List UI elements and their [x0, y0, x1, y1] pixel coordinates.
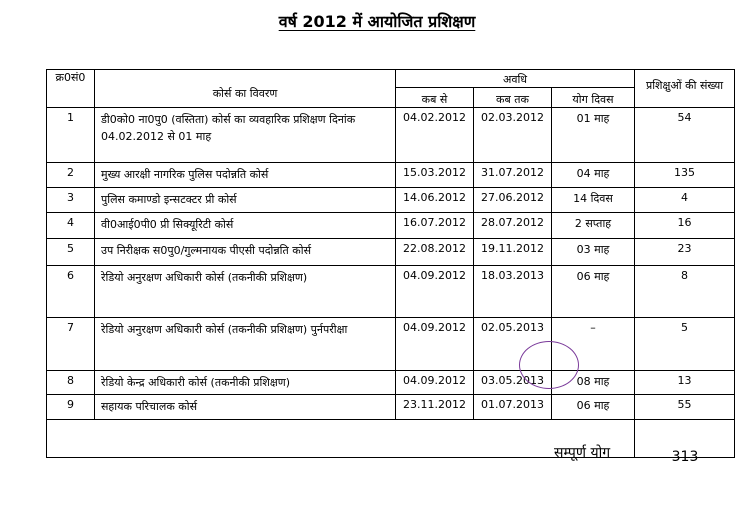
row-serial: 7 [47, 318, 95, 371]
row-to: 28.07.2012 [474, 213, 552, 239]
row-course: पुलिस कमाण्डो इन्सटक्टर प्री कोर्स [95, 188, 396, 213]
row-days: 04 माह [552, 163, 635, 188]
row-course: मुख्य आरक्षी नागरिक पुलिस पदोन्नति कोर्स [95, 163, 396, 188]
row-days: 08 माह [552, 371, 635, 395]
row-from: 22.08.2012 [396, 239, 474, 266]
row-count: 54 [635, 108, 735, 163]
row-serial: 5 [47, 239, 95, 266]
table-row [47, 371, 735, 395]
header-trainees: प्रशिक्षुओं की संख्या [635, 70, 735, 108]
row-serial: 8 [47, 371, 95, 395]
row-count: 135 [635, 163, 735, 188]
circle-mark [519, 341, 579, 389]
total-label: सम्पूर्ण योग [554, 445, 611, 461]
row-serial: 9 [47, 395, 95, 420]
row-to: 02.05.2013 [474, 318, 552, 371]
row-from: 16.07.2012 [396, 213, 474, 239]
row-from: 04.09.2012 [396, 318, 474, 371]
header-to: कब तक [474, 88, 552, 108]
total-row [47, 420, 735, 458]
row-days: 14 दिवस [552, 188, 635, 213]
row-count: 5 [635, 318, 735, 371]
row-from: 04.02.2012 [396, 108, 474, 163]
row-serial: 4 [47, 213, 95, 239]
row-count: 8 [635, 266, 735, 318]
header-from: कब से [396, 88, 474, 108]
row-days: 01 माह [552, 108, 635, 163]
row-to: 27.06.2012 [474, 188, 552, 213]
table-row [47, 395, 735, 420]
row-course: सहायक परिचालक कोर्स [95, 395, 396, 420]
row-serial: 1 [47, 108, 95, 163]
row-count: 16 [635, 213, 735, 239]
row-course: उप निरीक्षक स0पु0/गुल्मनायक पीएसी पदोन्नति कोर्स [95, 239, 396, 266]
header-serial: क्र0सं0 [47, 70, 95, 108]
row-serial: 2 [47, 163, 95, 188]
row-days: 2 सप्ताह [552, 213, 635, 239]
table-header-row [47, 70, 735, 88]
table-row [47, 318, 735, 371]
table-row [47, 188, 735, 213]
row-to: 18.03.2013 [474, 266, 552, 318]
total-value: 313 [671, 449, 699, 465]
row-days: – [552, 318, 635, 371]
row-course: रेडियो अनुरक्षण अधिकारी कोर्स (तकनीकी प्रशिक्षण) पुर्नपरीक्षा [95, 318, 396, 371]
table-row [47, 213, 735, 239]
row-from: 04.09.2012 [396, 371, 474, 395]
table-row [47, 108, 735, 163]
row-to: 19.11.2012 [474, 239, 552, 266]
row-course: डी0को0 ना0पु0 (वस्तिता) कोर्स का व्यवहारिक प्रशिक्षण दिनांक 04.02.2012 से 01 माह [95, 108, 396, 163]
row-serial: 6 [47, 266, 95, 318]
training-table [46, 69, 735, 458]
row-to: 03.05.2013 [474, 371, 552, 395]
row-days: 06 माह [552, 266, 635, 318]
row-count: 13 [635, 371, 735, 395]
row-count: 23 [635, 239, 735, 266]
total-label-cell [47, 420, 635, 458]
row-course: वी0आई0पी0 प्री सिक्यूरिटी कोर्स [95, 213, 396, 239]
table-row [47, 266, 735, 318]
row-from: 23.11.2012 [396, 395, 474, 420]
table-row [47, 163, 735, 188]
row-count: 55 [635, 395, 735, 420]
header-duration: अवधि [396, 70, 635, 88]
row-from: 14.06.2012 [396, 188, 474, 213]
row-course: रेडियो केन्द्र अधिकारी कोर्स (तकनीकी प्रशिक्षण) [95, 371, 396, 395]
row-days: 06 माह [552, 395, 635, 420]
row-course: रेडियो अनुरक्षण अधिकारी कोर्स (तकनीकी प्रशिक्षण) [95, 266, 396, 318]
table-row [47, 239, 735, 266]
header-course: कोर्स का विवरण [95, 70, 396, 108]
row-serial: 3 [47, 188, 95, 213]
row-days: 03 माह [552, 239, 635, 266]
row-count: 4 [635, 188, 735, 213]
header-total-days: योग दिवस [552, 88, 635, 108]
row-to: 02.03.2012 [474, 108, 552, 163]
row-to: 01.07.2013 [474, 395, 552, 420]
row-to: 31.07.2012 [474, 163, 552, 188]
row-from: 04.09.2012 [396, 266, 474, 318]
row-from: 15.03.2012 [396, 163, 474, 188]
page-title: वर्ष 2012 में आयोजित प्रशिक्षण [278, 12, 476, 31]
